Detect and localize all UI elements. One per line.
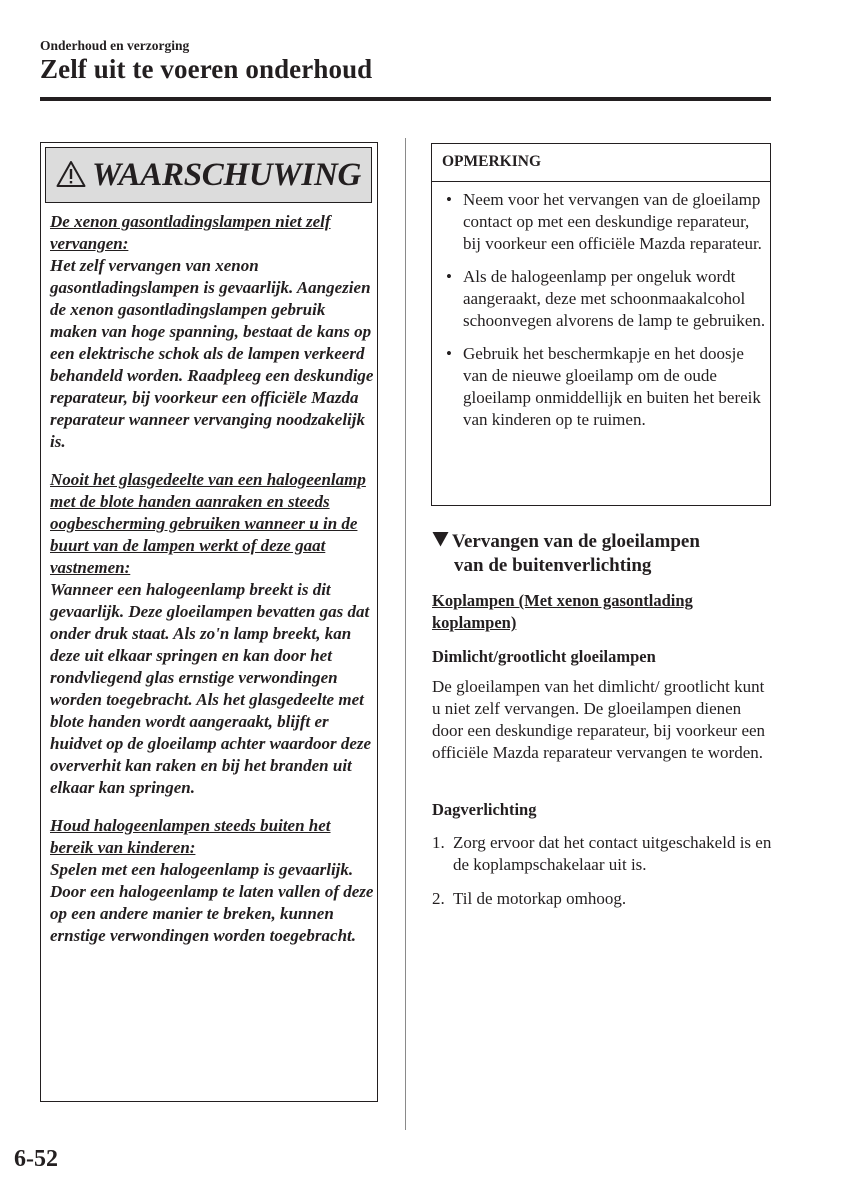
warning-block (50, 469, 376, 799)
warning-block (50, 815, 376, 947)
step-item (432, 832, 772, 876)
warning-block (50, 211, 376, 453)
dimlicht-title: Dimlicht/grootlicht gloeilampen (432, 647, 656, 666)
warning-block-heading: Nooit het glasgedeelte van een halogeenlamp met de blote handen aanraken en steeds oogbescherming gebruiken wanneer u in de buurt van de lampen werkt of deze gaat vastnemen: (50, 470, 366, 577)
warning-block-heading: Houd halogeenlampen steeds buiten het bereik van kinderen: (50, 816, 331, 857)
warning-block-heading: De xenon gasontladingslampen niet zelf vervangen: (50, 212, 331, 253)
step-text: Til de motorkap omhoog. (453, 889, 627, 908)
section-heading-line2: van de buitenverlichting (454, 555, 652, 576)
bullet: • (446, 267, 452, 286)
warning-triangle-icon (56, 160, 86, 188)
column-divider (405, 138, 406, 1130)
note-item-text: Als de halogeenlamp per ongeluk wordt aangeraakt, deze met schoonmaakalcohol schoonvegen alvorens de lamp te gebruiken. (463, 267, 766, 330)
dagverlichting-title: Dagverlichting (432, 800, 537, 819)
note-box (431, 143, 771, 506)
note-item (444, 266, 766, 332)
warning-header (45, 147, 372, 203)
note-item-text: Neem voor het vervangen van de gloeilamp contact op met een deskundige reparateur, bij voorkeur een officiële Mazda reparateur. (463, 190, 762, 253)
step-number: 1. (432, 833, 445, 852)
section-heading-line1: Vervangen van de gloeilampen (452, 531, 700, 552)
note-title: OPMERKING (432, 144, 770, 182)
page-number: 6-52 (14, 1146, 58, 1172)
steps-list (432, 832, 772, 922)
warning-block-body: Spelen met een halogeenlamp is gevaarlijk. Door een halogeenlamp te laten vallen of deze op een andere manier te breken, kunnen ernstige verwondingen worden toegebracht. (50, 860, 374, 945)
step-number: 2. (432, 889, 445, 908)
warning-box (40, 142, 378, 1102)
warning-block-body: Het zelf vervangen van xenon gasontladingslampen is gevaarlijk. Aangezien de xenon gasontladingslampen gebruik maken van hoge spanning, bestaat de kans op een elektrische schok als de lampen verkeerd behandeld worden. Raadpleeg een deskundige reparateur, bij voorkeur een officiële Mazda reparateur wanneer vervanging noodzakelijk is. (50, 256, 374, 451)
bullet: • (446, 344, 452, 363)
koplampen-subheading: Koplampen (Met xenon gasontlading koplampen) (432, 591, 693, 632)
section-heading (432, 530, 772, 578)
note-list (444, 189, 766, 442)
note-item-text: Gebruik het beschermkapje en het doosje van de nieuwe gloeilamp om de oude gloeilamp onmiddellijk en buiten het bereik van kinderen op te ruimen. (463, 344, 761, 429)
title-rule (40, 97, 771, 101)
warning-block-body: Wanneer een halogeenlamp breekt is dit gevaarlijk. Deze gloeilampen bevatten gas dat onder druk staat. Als zo'n lamp breekt, kan deze uit elkaar springen en kan door het rondvliegend glas ernstige verwondingen worden toegebracht. Als het glasgedeelte met blote handen wordt aangeraakt, blijft er huidvet op de gloeilamp achter waardoor deze oververhit kan raken en bij het branden uit elkaar kan springen. (50, 580, 372, 797)
step-text: Zorg ervoor dat het contact uitgeschakeld is en de koplampschakelaar uit is. (453, 833, 772, 874)
warning-text (50, 211, 376, 963)
section-label: Onderhoud en verzorging (40, 38, 190, 53)
note-item (444, 189, 766, 255)
note-item (444, 343, 766, 431)
step-item (432, 888, 772, 910)
page-title: Zelf uit te voeren onderhoud (40, 54, 373, 84)
dimlicht-text: De gloeilampen van het dimlicht/ grootlicht kunt u niet zelf vervangen. De gloeilampen dienen door een deskundige reparateur, bij voorkeur een officiële Mazda reparateur vervangen te worden. (432, 677, 766, 762)
warning-title: WAARSCHUWING (91, 156, 362, 193)
triangle-down-icon (432, 531, 449, 547)
bullet: • (446, 190, 452, 209)
